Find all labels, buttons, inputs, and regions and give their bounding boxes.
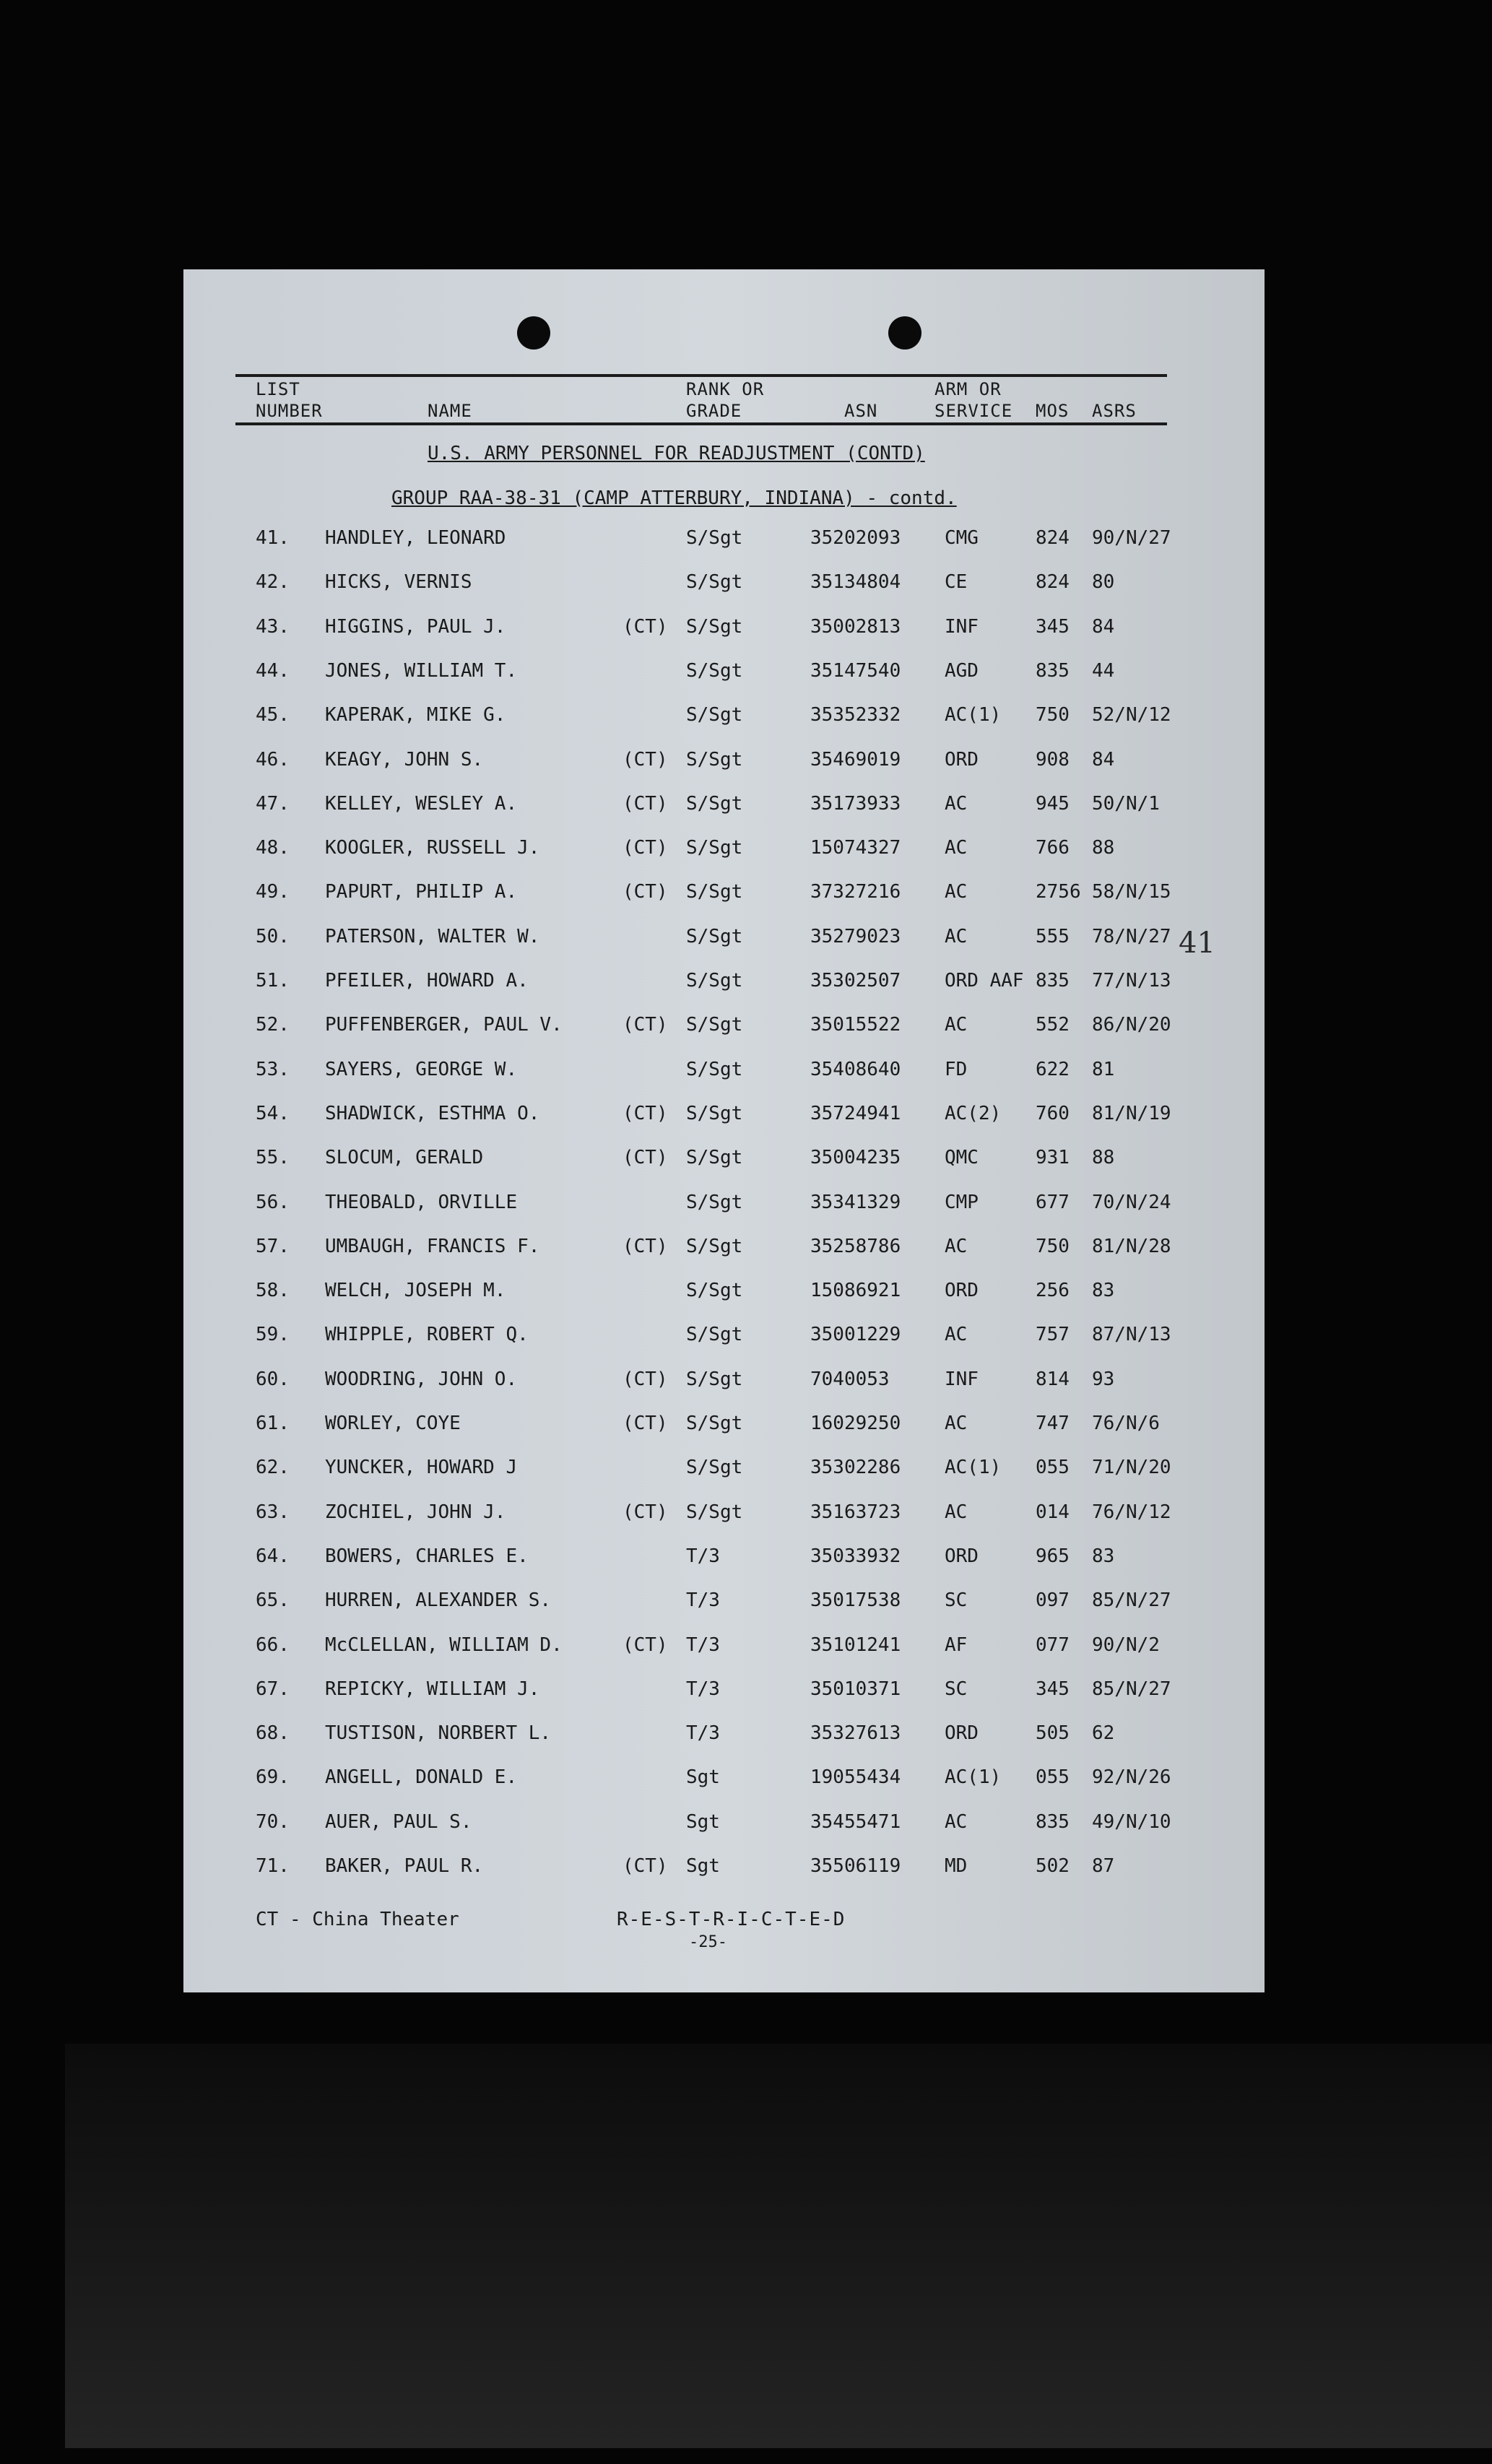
- list-item: [183, 1501, 1265, 1537]
- serial-number: 19055434: [810, 1766, 901, 1789]
- list-item: [183, 527, 1265, 563]
- ct-marker: (CT): [623, 1368, 668, 1390]
- serial-number: 35408640: [810, 1058, 901, 1080]
- list-number: 66.: [256, 1634, 290, 1656]
- arm-service: AC(1): [945, 704, 1002, 726]
- list-item: [183, 1811, 1265, 1847]
- mos-code: 622: [1036, 1058, 1070, 1080]
- list-number: 58.: [256, 1280, 290, 1302]
- list-item: [183, 1014, 1265, 1050]
- person-name: HANDLEY, LEONARD: [325, 527, 506, 549]
- serial-number: 35134804: [810, 571, 901, 594]
- mos-code: 760: [1036, 1102, 1070, 1124]
- serial-number: 35004235: [810, 1147, 901, 1169]
- rank-grade: S/Sgt: [686, 1280, 743, 1302]
- arm-service: AC: [945, 1014, 968, 1036]
- mos-code: 835: [1036, 1810, 1070, 1833]
- person-name: ANGELL, DONALD E.: [325, 1766, 518, 1789]
- list-item: [183, 1678, 1265, 1714]
- asrs-score: 62: [1092, 1722, 1115, 1745]
- mos-code: 555: [1036, 925, 1070, 947]
- list-number: 54.: [256, 1102, 290, 1124]
- serial-number: 35001229: [810, 1324, 901, 1346]
- serial-number: 7040053: [810, 1368, 890, 1390]
- list-item: [183, 970, 1265, 1006]
- asrs-score: 77/N/13: [1092, 970, 1171, 992]
- dark-background-band: [65, 2044, 1492, 2448]
- arm-service: QMC: [945, 1147, 979, 1169]
- rank-grade: T/3: [686, 1722, 720, 1745]
- asrs-score: 87/N/13: [1092, 1324, 1171, 1346]
- person-name: PAPURT, PHILIP A.: [325, 881, 518, 903]
- list-item: [183, 793, 1265, 829]
- list-item: [183, 1722, 1265, 1758]
- ct-marker: (CT): [623, 1147, 668, 1169]
- list-number: 57.: [256, 1235, 290, 1257]
- serial-number: 35279023: [810, 925, 901, 947]
- mos-code: 505: [1036, 1722, 1070, 1745]
- header-top-rule: [235, 374, 1167, 377]
- rank-grade: S/Sgt: [686, 1147, 743, 1169]
- list-item: [183, 1324, 1265, 1360]
- person-name: ZOCHIEL, JOHN J.: [325, 1501, 506, 1523]
- list-number: 59.: [256, 1324, 290, 1346]
- ct-marker: (CT): [623, 1102, 668, 1124]
- list-item: [183, 1855, 1265, 1891]
- rank-grade: S/Sgt: [686, 970, 743, 992]
- arm-service: AF: [945, 1634, 968, 1656]
- list-number: 44.: [256, 659, 290, 682]
- list-number: 69.: [256, 1766, 290, 1789]
- asrs-score: 58/N/15: [1092, 881, 1171, 903]
- mos-code: 055: [1036, 1766, 1070, 1789]
- serial-number: 35010371: [810, 1678, 901, 1700]
- mos-code: 766: [1036, 837, 1070, 859]
- asrs-score: 83: [1092, 1545, 1115, 1567]
- list-number: 47.: [256, 792, 290, 815]
- col-header-name: NAME: [428, 401, 472, 421]
- person-name: McCLELLAN, WILLIAM D.: [325, 1634, 563, 1656]
- ct-marker: (CT): [623, 748, 668, 771]
- ct-marker: (CT): [623, 1413, 668, 1434]
- serial-number: 35327613: [810, 1722, 901, 1745]
- mos-code: 824: [1036, 527, 1070, 549]
- asrs-score: 76/N/6: [1092, 1413, 1160, 1434]
- header-bottom-rule: [235, 422, 1167, 425]
- asrs-score: 81/N/19: [1092, 1102, 1171, 1124]
- ct-marker: (CT): [623, 1855, 668, 1877]
- serial-number: 15086921: [810, 1280, 901, 1302]
- mos-code: 552: [1036, 1014, 1070, 1036]
- mos-code: 750: [1036, 1235, 1070, 1257]
- mos-code: 931: [1036, 1147, 1070, 1169]
- list-number: 45.: [256, 704, 290, 726]
- mos-code: 747: [1036, 1413, 1070, 1434]
- rank-grade: T/3: [686, 1589, 720, 1612]
- arm-service: AC(2): [945, 1102, 1002, 1124]
- mos-code: 055: [1036, 1457, 1070, 1479]
- col-header-list: LIST NUMBER: [256, 379, 323, 421]
- mos-code: 077: [1036, 1634, 1070, 1656]
- list-number: 53.: [256, 1058, 290, 1080]
- list-item: [183, 1192, 1265, 1228]
- arm-service: AC: [945, 1235, 968, 1257]
- person-name: PUFFENBERGER, PAUL V.: [325, 1014, 563, 1036]
- serial-number: 35202093: [810, 527, 901, 549]
- arm-service: MD: [945, 1855, 968, 1877]
- mos-code: 097: [1036, 1589, 1070, 1612]
- mos-code: 750: [1036, 704, 1070, 726]
- mos-code: 835: [1036, 970, 1070, 992]
- serial-number: 35455471: [810, 1810, 901, 1833]
- rank-grade: S/Sgt: [686, 1102, 743, 1124]
- list-number: 70.: [256, 1810, 290, 1833]
- mos-code: 945: [1036, 792, 1070, 815]
- arm-service: ORD: [945, 1722, 979, 1745]
- ct-marker: (CT): [623, 1634, 668, 1656]
- person-name: BOWERS, CHARLES E.: [325, 1545, 529, 1567]
- person-name: HIGGINS, PAUL J.: [325, 615, 506, 638]
- serial-number: 35469019: [810, 748, 901, 771]
- mos-code: 256: [1036, 1280, 1070, 1302]
- rank-grade: S/Sgt: [686, 748, 743, 771]
- rank-grade: Sgt: [686, 1810, 720, 1833]
- list-number: 64.: [256, 1545, 290, 1567]
- col-header-grade: RANK OR GRADE: [686, 379, 765, 421]
- list-item: [183, 1766, 1265, 1803]
- asrs-score: 44: [1092, 659, 1115, 682]
- list-item: [183, 616, 1265, 652]
- list-item: [183, 1634, 1265, 1670]
- list-item: [183, 1147, 1265, 1183]
- serial-number: 16029250: [810, 1413, 901, 1434]
- asrs-score: 52/N/12: [1092, 704, 1171, 726]
- col-header-mos: MOS: [1036, 401, 1070, 421]
- person-name: REPICKY, WILLIAM J.: [325, 1678, 540, 1700]
- serial-number: 35258786: [810, 1235, 901, 1257]
- list-item: [183, 704, 1265, 740]
- list-number: 48.: [256, 837, 290, 859]
- person-name: UMBAUGH, FRANCIS F.: [325, 1235, 540, 1257]
- mos-code: 014: [1036, 1501, 1070, 1523]
- serial-number: 35033932: [810, 1545, 901, 1567]
- person-name: HICKS, VERNIS: [325, 571, 472, 594]
- rank-grade: S/Sgt: [686, 1413, 743, 1434]
- arm-service: ORD AAF: [945, 970, 1024, 992]
- list-number: 46.: [256, 748, 290, 771]
- list-number: 60.: [256, 1368, 290, 1390]
- serial-number: 37327216: [810, 881, 901, 903]
- mos-code: 814: [1036, 1368, 1070, 1390]
- ct-marker: (CT): [623, 837, 668, 859]
- mos-code: 345: [1036, 1678, 1070, 1700]
- punch-hole: [888, 316, 921, 350]
- list-item: [183, 837, 1265, 873]
- asrs-score: 90/N/2: [1092, 1634, 1160, 1656]
- document-page: [183, 269, 1265, 1992]
- person-name: KELLEY, WESLEY A.: [325, 792, 518, 815]
- rank-grade: T/3: [686, 1634, 720, 1656]
- asrs-score: 86/N/20: [1092, 1014, 1171, 1036]
- rank-grade: S/Sgt: [686, 704, 743, 726]
- mos-code: 835: [1036, 659, 1070, 682]
- asrs-score: 83: [1092, 1280, 1115, 1302]
- col-header-asrs: ASRS: [1092, 401, 1137, 421]
- rank-grade: S/Sgt: [686, 1457, 743, 1479]
- rank-grade: S/Sgt: [686, 1324, 743, 1346]
- list-item: [183, 881, 1265, 917]
- ct-marker: (CT): [623, 615, 668, 638]
- list-number: 65.: [256, 1589, 290, 1612]
- list-item: [183, 1413, 1265, 1449]
- list-number: 63.: [256, 1501, 290, 1523]
- arm-service: AC: [945, 1501, 968, 1523]
- person-name: WOODRING, JOHN O.: [325, 1368, 518, 1390]
- list-item: [183, 1589, 1265, 1626]
- list-number: 52.: [256, 1014, 290, 1036]
- asrs-score: 92/N/26: [1092, 1766, 1171, 1789]
- person-name: WHIPPLE, ROBERT Q.: [325, 1324, 529, 1346]
- arm-service: AC: [945, 1413, 968, 1434]
- ct-marker: (CT): [623, 1501, 668, 1523]
- mos-code: 757: [1036, 1324, 1070, 1346]
- arm-service: AC: [945, 837, 968, 859]
- arm-service: ORD: [945, 1545, 979, 1567]
- rank-grade: S/Sgt: [686, 527, 743, 549]
- asrs-score: 49/N/10: [1092, 1810, 1171, 1833]
- person-name: KOOGLER, RUSSELL J.: [325, 837, 540, 859]
- serial-number: 35147540: [810, 659, 901, 682]
- ct-marker: (CT): [623, 1014, 668, 1036]
- list-number: 55.: [256, 1147, 290, 1169]
- asrs-score: 88: [1092, 837, 1115, 859]
- rank-grade: S/Sgt: [686, 659, 743, 682]
- classification-marking: R-E-S-T-R-I-C-T-E-D: [617, 1909, 846, 1930]
- arm-service: AC: [945, 925, 968, 947]
- arm-service: SC: [945, 1589, 968, 1612]
- serial-number: 35341329: [810, 1191, 901, 1213]
- mos-code: 908: [1036, 748, 1070, 771]
- person-name: HURREN, ALEXANDER S.: [325, 1589, 552, 1612]
- person-name: AUER, PAUL S.: [325, 1810, 472, 1833]
- person-name: PFEILER, HOWARD A.: [325, 970, 529, 992]
- rank-grade: S/Sgt: [686, 571, 743, 594]
- rank-grade: S/Sgt: [686, 925, 743, 947]
- asrs-score: 87: [1092, 1855, 1115, 1877]
- arm-service: AC: [945, 792, 968, 815]
- list-number: 43.: [256, 615, 290, 638]
- asrs-score: 84: [1092, 615, 1115, 638]
- list-item: [183, 749, 1265, 785]
- arm-service: CMP: [945, 1191, 979, 1213]
- person-name: KAPERAK, MIKE G.: [325, 704, 506, 726]
- list-item: [183, 926, 1265, 962]
- arm-service: INF: [945, 615, 979, 638]
- person-name: SHADWICK, ESTHMA O.: [325, 1102, 540, 1124]
- rank-grade: S/Sgt: [686, 881, 743, 903]
- person-name: TUSTISON, NORBERT L.: [325, 1722, 552, 1745]
- arm-service: AC: [945, 881, 968, 903]
- list-item: [183, 1368, 1265, 1405]
- asrs-score: 50/N/1: [1092, 792, 1160, 815]
- rank-grade: S/Sgt: [686, 615, 743, 638]
- asrs-score: 81: [1092, 1058, 1115, 1080]
- rank-grade: T/3: [686, 1545, 720, 1567]
- asrs-score: 70/N/24: [1092, 1191, 1171, 1213]
- list-number: 61.: [256, 1413, 290, 1434]
- asrs-score: 85/N/27: [1092, 1678, 1171, 1700]
- asrs-score: 76/N/12: [1092, 1501, 1171, 1523]
- page-number: -25-: [689, 1933, 727, 1951]
- person-name: KEAGY, JOHN S.: [325, 748, 484, 771]
- list-number: 56.: [256, 1191, 290, 1213]
- rank-grade: T/3: [686, 1678, 720, 1700]
- serial-number: 15074327: [810, 837, 901, 859]
- asrs-score: 80: [1092, 571, 1115, 594]
- serial-number: 35506119: [810, 1855, 901, 1877]
- rank-grade: S/Sgt: [686, 1501, 743, 1523]
- rank-grade: S/Sgt: [686, 1368, 743, 1390]
- list-number: 67.: [256, 1678, 290, 1700]
- list-number: 51.: [256, 970, 290, 992]
- mos-code: 2756: [1036, 881, 1081, 903]
- serial-number: 35015522: [810, 1014, 901, 1036]
- col-header-arm: ARM OR SERVICE: [934, 379, 1013, 421]
- person-name: SLOCUM, GERALD: [325, 1147, 484, 1169]
- mos-code: 502: [1036, 1855, 1070, 1877]
- arm-service: AC(1): [945, 1766, 1002, 1789]
- list-number: 50.: [256, 925, 290, 947]
- person-name: WORLEY, COYE: [325, 1413, 461, 1434]
- rank-grade: Sgt: [686, 1766, 720, 1789]
- list-item: [183, 1280, 1265, 1316]
- arm-service: ORD: [945, 748, 979, 771]
- rank-grade: S/Sgt: [686, 1014, 743, 1036]
- arm-service: AC(1): [945, 1457, 1002, 1479]
- person-name: PATERSON, WALTER W.: [325, 925, 540, 947]
- list-number: 41.: [256, 527, 290, 549]
- col-header-asn: ASN: [844, 401, 878, 421]
- asrs-score: 93: [1092, 1368, 1115, 1390]
- handwritten-margin-note: 41: [1179, 927, 1215, 960]
- ct-marker: (CT): [623, 881, 668, 903]
- rank-grade: S/Sgt: [686, 837, 743, 859]
- arm-service: CMG: [945, 527, 979, 549]
- mos-code: 345: [1036, 615, 1070, 638]
- rank-grade: S/Sgt: [686, 1235, 743, 1257]
- ct-marker: (CT): [623, 1235, 668, 1257]
- serial-number: 35302507: [810, 970, 901, 992]
- person-name: SAYERS, GEORGE W.: [325, 1058, 518, 1080]
- rank-grade: S/Sgt: [686, 792, 743, 815]
- arm-service: FD: [945, 1058, 968, 1080]
- arm-service: CE: [945, 571, 968, 594]
- list-number: 68.: [256, 1722, 290, 1745]
- list-number: 42.: [256, 571, 290, 594]
- rank-grade: S/Sgt: [686, 1191, 743, 1213]
- arm-service: SC: [945, 1678, 968, 1700]
- asrs-score: 71/N/20: [1092, 1457, 1171, 1479]
- arm-service: AC: [945, 1324, 968, 1346]
- asrs-score: 85/N/27: [1092, 1589, 1171, 1612]
- rank-grade: Sgt: [686, 1855, 720, 1877]
- list-number: 71.: [256, 1855, 290, 1877]
- arm-service: AC: [945, 1810, 968, 1833]
- person-name: THEOBALD, ORVILLE: [325, 1191, 518, 1213]
- mos-code: 965: [1036, 1545, 1070, 1567]
- list-number: 62.: [256, 1457, 290, 1479]
- footer-legend: CT - China Theater: [256, 1909, 459, 1930]
- list-item: [183, 1457, 1265, 1493]
- list-item: [183, 571, 1265, 607]
- serial-number: 35302286: [810, 1457, 901, 1479]
- list-item: [183, 1236, 1265, 1272]
- serial-number: 35724941: [810, 1102, 901, 1124]
- list-item: [183, 1103, 1265, 1139]
- serial-number: 35173933: [810, 792, 901, 815]
- list-number: 49.: [256, 881, 290, 903]
- list-item: [183, 1059, 1265, 1095]
- mos-code: 824: [1036, 571, 1070, 594]
- person-name: YUNCKER, HOWARD J: [325, 1457, 518, 1479]
- serial-number: 35017538: [810, 1589, 901, 1612]
- mos-code: 677: [1036, 1191, 1070, 1213]
- person-name: BAKER, PAUL R.: [325, 1855, 484, 1877]
- serial-number: 35163723: [810, 1501, 901, 1523]
- arm-service: ORD: [945, 1280, 979, 1302]
- rank-grade: S/Sgt: [686, 1058, 743, 1080]
- document-title: U.S. ARMY PERSONNEL FOR READJUSTMENT (CONTD): [428, 443, 925, 464]
- serial-number: 35002813: [810, 615, 901, 638]
- asrs-score: 84: [1092, 748, 1115, 771]
- arm-service: INF: [945, 1368, 979, 1390]
- punch-hole: [517, 316, 550, 350]
- asrs-score: 81/N/28: [1092, 1235, 1171, 1257]
- asrs-score: 88: [1092, 1147, 1115, 1169]
- arm-service: AGD: [945, 659, 979, 682]
- asrs-score: 78/N/27: [1092, 925, 1171, 947]
- group-subtitle: GROUP RAA-38-31 (CAMP ATTERBURY, INDIANA) - contd.: [391, 487, 957, 509]
- person-name: JONES, WILLIAM T.: [325, 659, 518, 682]
- list-item: [183, 660, 1265, 696]
- serial-number: 35352332: [810, 704, 901, 726]
- asrs-score: 90/N/27: [1092, 527, 1171, 549]
- serial-number: 35101241: [810, 1634, 901, 1656]
- ct-marker: (CT): [623, 792, 668, 815]
- list-item: [183, 1545, 1265, 1582]
- person-name: WELCH, JOSEPH M.: [325, 1280, 506, 1302]
